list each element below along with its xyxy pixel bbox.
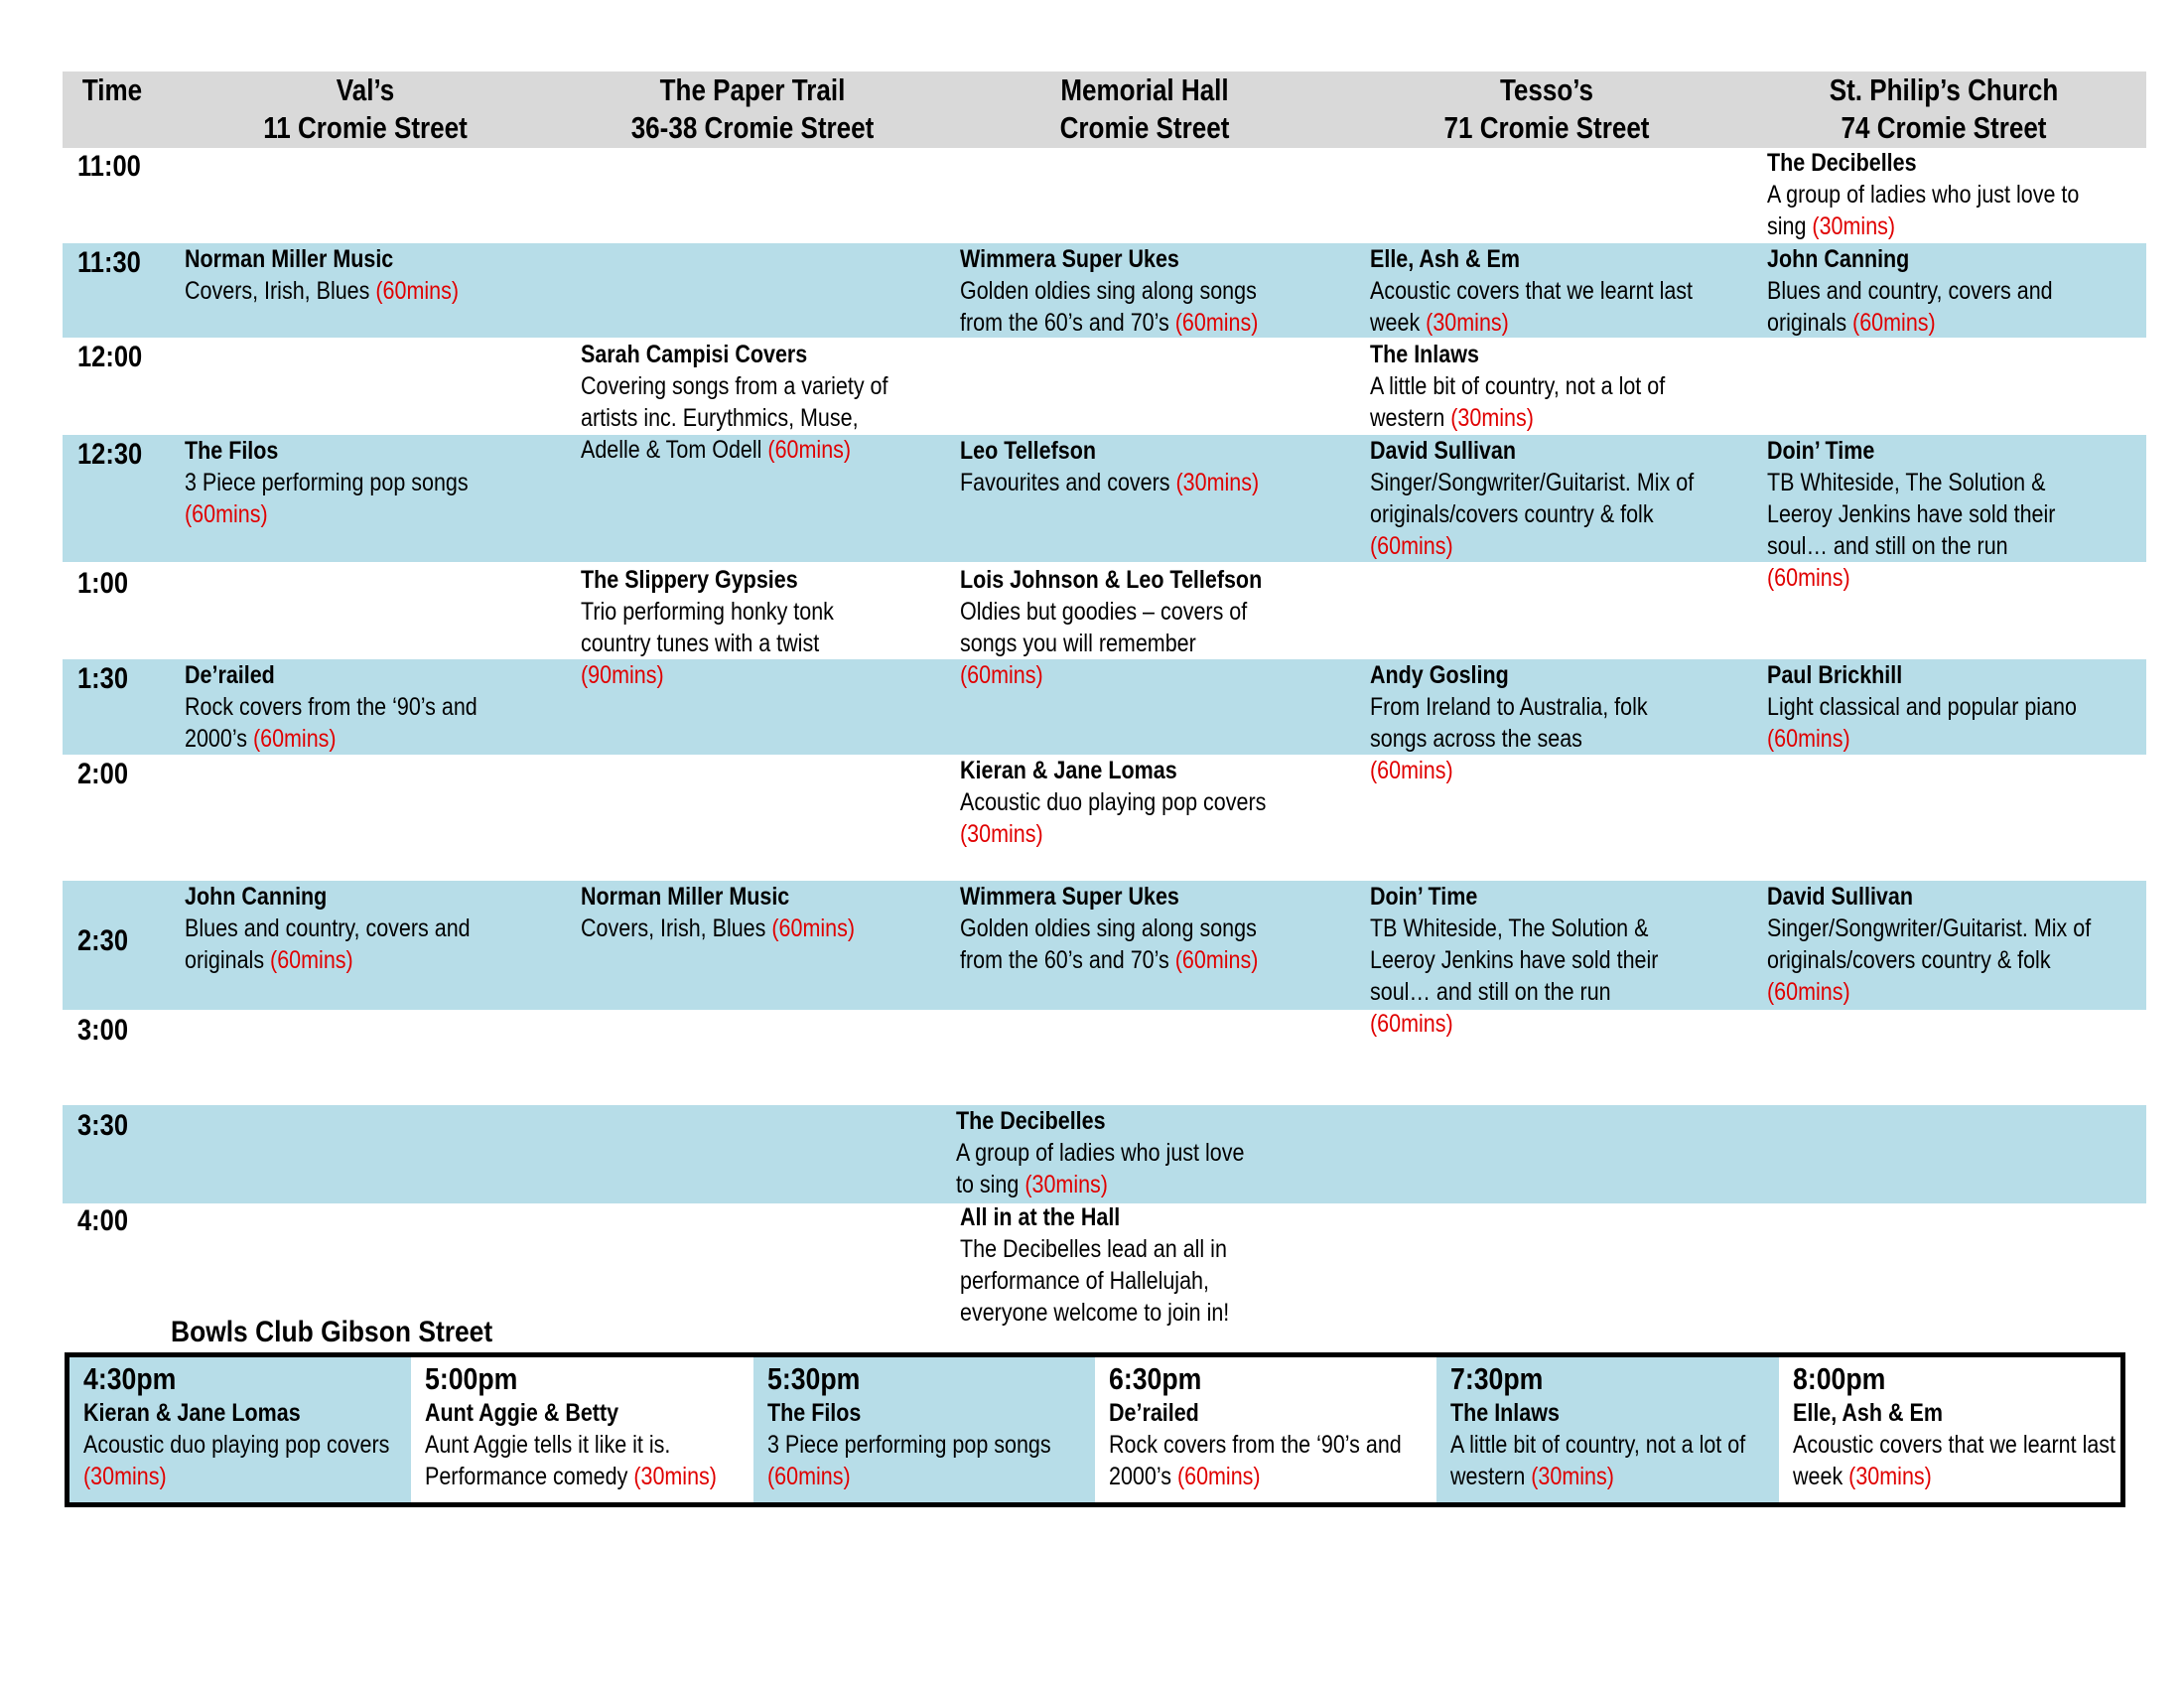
venue-address: 36-38 Cromie Street	[630, 110, 875, 145]
act-duration: (60mins)	[960, 661, 1043, 689]
bowls-club-title: Bowls Club Gibson Street	[171, 1316, 493, 1348]
act-title: David Sullivan	[1370, 437, 1516, 465]
bowls-slot-time: 5:30pm	[766, 1361, 861, 1396]
act-description: Rock covers from the ‘90’s and 2000’s (60mins)	[185, 693, 478, 753]
act-title: The Slippery Gypsies	[581, 566, 798, 594]
act-cell	[1370, 435, 1695, 562]
act-title: John Canning	[1767, 245, 1910, 273]
time-label: 11:00	[77, 150, 141, 183]
bowls-slot-description: Aunt Aggie tells it like it is. Performance comedy (30mins)	[425, 1431, 718, 1490]
act-description: Oldies but goodies – covers of songs you will remember (60mins)	[960, 598, 1248, 689]
venue-name: Tesso’s	[1499, 72, 1594, 107]
act-description: The Decibelles lead an all in performance of Hallelujah, everyone welcome to join in!	[960, 1235, 1230, 1327]
header-venue-st-philips	[1781, 71, 2107, 148]
act-cell	[1767, 243, 2092, 339]
act-description: Trio performing honky tonk country tunes with a twist (90mins)	[581, 598, 834, 689]
bowls-slot-content	[767, 1361, 1095, 1492]
header-time-label: Time	[81, 72, 143, 107]
act-duration: (30mins)	[1024, 1171, 1108, 1198]
venue-address: 74 Cromie Street	[1841, 110, 2047, 145]
time-label: 2:00	[77, 758, 129, 790]
act-cell	[185, 881, 475, 976]
act-duration: (60mins)	[1767, 725, 1850, 753]
act-cell	[960, 755, 1268, 850]
act-title: Paul Brickhill	[1767, 661, 1903, 689]
header-venue-tessos	[1384, 71, 1709, 148]
act-title: The Decibelles	[956, 1107, 1106, 1135]
act-title: Leo Tellefson	[960, 437, 1096, 465]
act-cell	[1370, 339, 1695, 434]
act-description: Acoustic covers that we learnt last week (30mins)	[1370, 277, 1694, 337]
bowls-slot-title: Aunt Aggie & Betty	[425, 1399, 619, 1427]
act-title: Lois Johnson & Leo Tellefson	[960, 566, 1263, 594]
act-duration: (60mins)	[1174, 309, 1259, 337]
time-label: 1:00	[77, 567, 129, 600]
act-cell	[1767, 435, 2092, 594]
act-description: Covering songs from a variety of artists inc. Eurythmics, Muse, Adelle & Tom Odell (60mins)	[581, 372, 888, 464]
act-title: Andy Gosling	[1370, 661, 1509, 689]
act-description: From Ireland to Australia, folk songs across the seas (60mins)	[1370, 693, 1648, 784]
act-duration: (90mins)	[581, 661, 664, 689]
bowls-slot-title: The Filos	[766, 1399, 862, 1427]
act-duration: (30mins)	[1175, 469, 1260, 496]
act-cell	[960, 881, 1301, 976]
act-title: The Inlaws	[1370, 341, 1479, 368]
bowls-slot	[411, 1357, 752, 1502]
bowls-slot-content	[425, 1361, 752, 1492]
bowls-slot-description: Acoustic duo playing pop covers (30mins)	[83, 1431, 390, 1490]
act-description: Acoustic duo playing pop covers (30mins)	[960, 788, 1267, 848]
act-description: Golden oldies sing along songs from the 60’s and 70’s (60mins)	[960, 914, 1259, 974]
act-duration: (60mins)	[1767, 978, 1850, 1006]
act-description: TB Whiteside, The Solution & Leeroy Jenkins have sold their soul… and still on the run (60mins)	[1767, 469, 2056, 592]
time-label: 12:00	[77, 341, 143, 373]
act-title: Norman Miller Music	[185, 245, 394, 273]
venue-address: 71 Cromie Street	[1443, 110, 1650, 145]
act-duration: (30mins)	[1450, 404, 1534, 432]
bowls-slot-description: 3 Piece performing pop songs (60mins)	[766, 1431, 1051, 1490]
act-duration: (30mins)	[1426, 309, 1509, 337]
bowls-slot-title: Elle, Ash & Em	[1792, 1399, 1943, 1427]
bowls-slot	[1436, 1357, 1778, 1502]
act-description: A group of ladies who just love to sing (30mins)	[1767, 181, 2080, 240]
act-description: TB Whiteside, The Solution & Leeroy Jenkins have sold their soul… and still on the run (60mins)	[1370, 914, 1659, 1038]
bowls-slot	[753, 1357, 1095, 1502]
venue-name: The Paper Trail	[659, 72, 846, 107]
act-duration: (60mins)	[771, 914, 856, 942]
act-cell	[581, 881, 905, 944]
venue-address: 11 Cromie Street	[263, 110, 468, 145]
bowls-slot-content	[1109, 1361, 1436, 1492]
bowls-slot	[1095, 1357, 1436, 1502]
act-title: Wimmera Super Ukes	[960, 883, 1179, 911]
bowls-slot-description: Acoustic covers that we learnt last week (30mins)	[1792, 1431, 2116, 1490]
act-duration: (60mins)	[1370, 532, 1453, 560]
bowls-slot-time: 4:30pm	[83, 1361, 177, 1396]
bowls-slot-title: De’railed	[1108, 1399, 1199, 1427]
act-duration: (60mins)	[767, 436, 852, 464]
act-title: Doin’ Time	[1767, 437, 1875, 465]
time-label: 3:00	[77, 1014, 129, 1047]
act-description: Blues and country, covers and originals (60mins)	[185, 914, 471, 974]
bowls-slot	[69, 1357, 411, 1502]
header-venue-paper-trail	[599, 71, 907, 148]
bowls-slot-content	[1793, 1361, 2120, 1492]
act-title: Wimmera Super Ukes	[960, 245, 1179, 273]
act-duration: (60mins)	[1370, 757, 1453, 784]
bowls-slot-duration: (60mins)	[766, 1463, 851, 1490]
act-title: John Canning	[185, 883, 328, 911]
act-cell	[956, 1105, 1264, 1200]
act-description: A little bit of country, not a lot of western (30mins)	[1370, 372, 1666, 432]
act-cell	[960, 243, 1301, 339]
act-duration: (60mins)	[185, 500, 268, 528]
act-title: David Sullivan	[1767, 883, 1913, 911]
bowls-slot-description: A little bit of country, not a lot of western (30mins)	[1450, 1431, 1746, 1490]
act-cell	[581, 564, 854, 691]
act-title: Doin’ Time	[1370, 883, 1478, 911]
act-cell	[185, 435, 483, 530]
act-title: De’railed	[185, 661, 275, 689]
bowls-slot-time: 5:00pm	[425, 1361, 518, 1396]
act-duration: (30mins)	[960, 820, 1043, 848]
act-description: Light classical and popular piano (60mins)	[1767, 693, 2077, 753]
bowls-slot-description: Rock covers from the ‘90’s and 2000’s (60mins)	[1108, 1431, 1402, 1490]
time-label: 12:30	[77, 438, 143, 471]
bowls-slot	[1779, 1357, 2120, 1502]
bowls-slot-title: Kieran & Jane Lomas	[83, 1399, 301, 1427]
act-cell	[185, 243, 509, 307]
bowls-slot-time: 6:30pm	[1108, 1361, 1202, 1396]
act-description: Blues and country, covers and originals (60mins)	[1767, 277, 2053, 337]
act-title: The Decibelles	[1767, 149, 1917, 177]
act-duration: (60mins)	[1852, 309, 1936, 337]
bowls-slot-duration: (30mins)	[633, 1463, 718, 1490]
act-cell	[1370, 243, 1695, 339]
act-description: Covers, Irish, Blues (60mins)	[185, 277, 460, 305]
act-duration: (60mins)	[1174, 946, 1259, 974]
act-description: Covers, Irish, Blues (60mins)	[581, 914, 856, 942]
act-duration: (60mins)	[1370, 1010, 1453, 1038]
bowls-slot-duration: (30mins)	[83, 1463, 167, 1490]
bowls-slot-time: 8:00pm	[1792, 1361, 1885, 1396]
act-cell	[960, 1201, 1293, 1329]
bowls-slot-title: The Inlaws	[1450, 1399, 1561, 1427]
act-description: Golden oldies sing along songs from the 60’s and 70’s (60mins)	[960, 277, 1259, 337]
bowls-slot-duration: (30mins)	[1847, 1463, 1932, 1490]
act-duration: (60mins)	[252, 725, 337, 753]
act-cell	[960, 564, 1268, 691]
venue-name: St. Philip’s Church	[1829, 72, 2059, 107]
bowls-slot-content	[1450, 1361, 1778, 1492]
act-title: The Filos	[185, 437, 279, 465]
act-duration: (60mins)	[375, 277, 460, 305]
bowls-club-schedule	[65, 1352, 2125, 1507]
time-label: 1:30	[77, 662, 129, 695]
act-cell	[1767, 659, 2092, 755]
venue-address: Cromie Street	[1059, 110, 1230, 145]
act-description: 3 Piece performing pop songs (60mins)	[185, 469, 469, 528]
venue-name: Memorial Hall	[1060, 72, 1229, 107]
act-title: Elle, Ash & Em	[1370, 245, 1520, 273]
act-cell	[1767, 147, 2109, 242]
act-title: Kieran & Jane Lomas	[960, 757, 1177, 784]
bowls-slot-duration: (60mins)	[1176, 1463, 1261, 1490]
act-description: Singer/Songwriter/Guitarist. Mix of originals/covers country & folk (60mins)	[1767, 914, 2092, 1006]
act-cell	[1370, 659, 1660, 786]
time-label: 11:30	[77, 246, 141, 279]
act-cell	[1370, 881, 1686, 1040]
act-cell	[960, 435, 1301, 498]
venue-name: Val’s	[336, 72, 395, 107]
time-label: 2:30	[77, 924, 129, 957]
time-label: 4:00	[77, 1204, 129, 1237]
header-venue-memorial-hall	[978, 71, 1311, 148]
header-time	[70, 71, 154, 148]
act-duration: (30mins)	[1812, 212, 1896, 240]
act-cell	[581, 339, 905, 466]
act-title: Sarah Campisi Covers	[581, 341, 808, 368]
act-cell	[185, 659, 483, 755]
act-title: Norman Miller Music	[581, 883, 790, 911]
bowls-slot-time: 7:30pm	[1450, 1361, 1544, 1396]
act-duration: (60mins)	[1767, 564, 1850, 592]
act-description: Favourites and covers (30mins)	[960, 469, 1260, 496]
time-label: 3:30	[77, 1109, 129, 1142]
bowls-slot-content	[83, 1361, 411, 1492]
act-duration: (60mins)	[270, 946, 353, 974]
act-description: Singer/Songwriter/Guitarist. Mix of originals/covers country & folk (60mins)	[1370, 469, 1695, 560]
bowls-slot-duration: (30mins)	[1531, 1463, 1615, 1490]
act-description: A group of ladies who just love to sing (30mins)	[956, 1139, 1245, 1198]
act-cell	[1767, 881, 2092, 1008]
header-venue-vals	[195, 71, 536, 148]
act-title: All in at the Hall	[960, 1203, 1121, 1231]
